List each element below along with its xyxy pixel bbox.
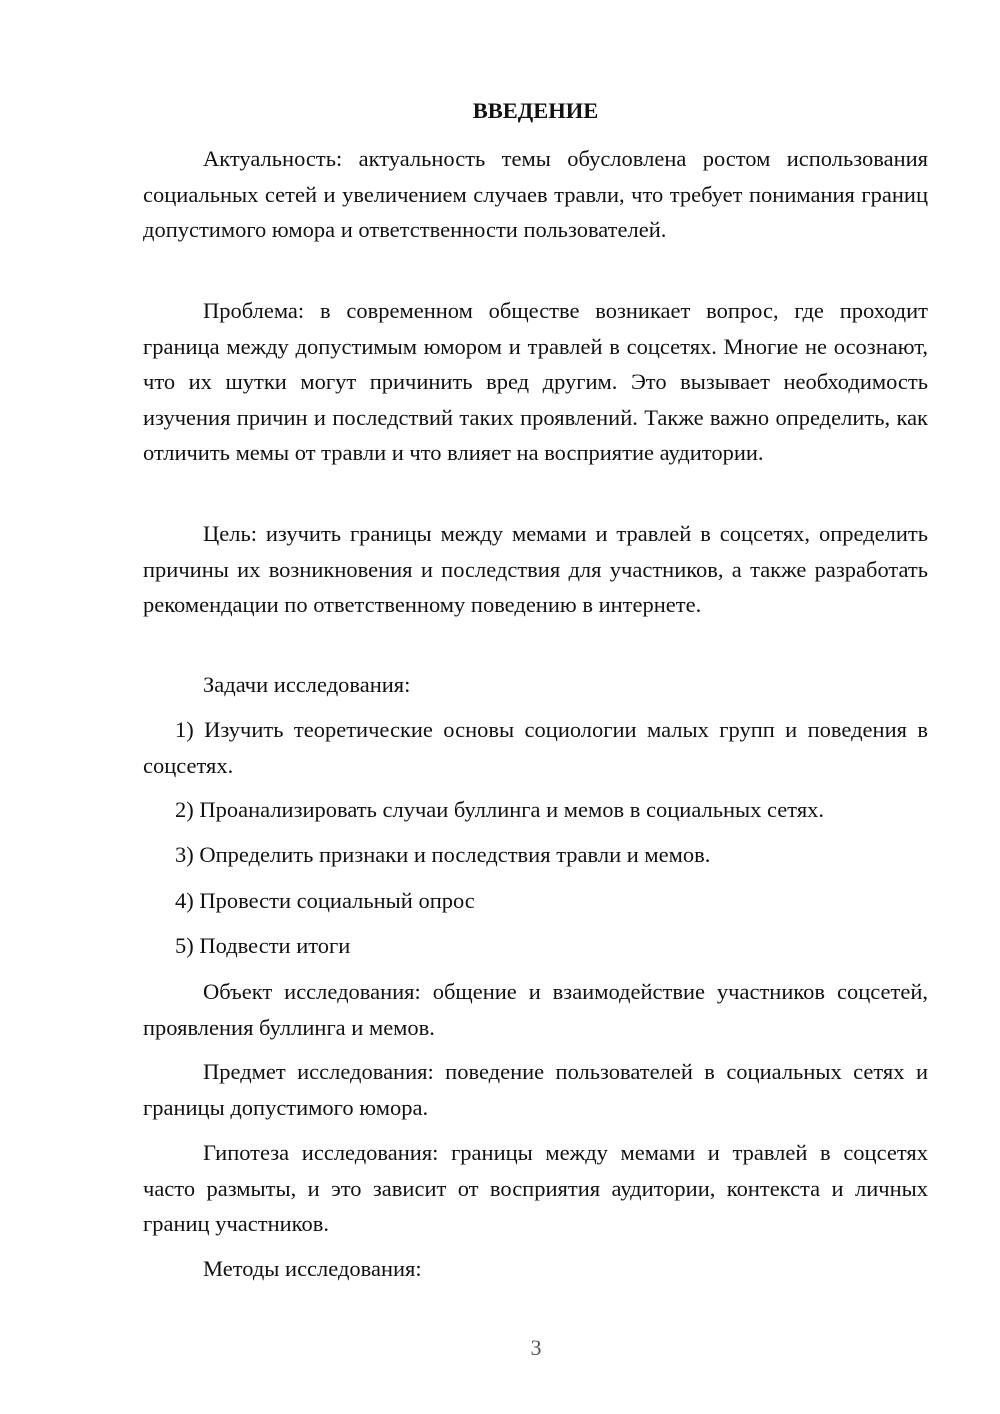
task-item-5: 5) Подвести итоги [175, 933, 351, 958]
task-item-4: 4) Провести социальный опрос [175, 888, 475, 913]
paragraph-problem: Проблема: в современном обществе возникает вопрос, где проходит граница между допустимым юмором и травлей в соцсетях. Многие не осознают, что их шутки могут причинить вред другим. Это вызывает необходимость изучения причин и последствий таких проявлений. Также важно определить, как отличить мемы от травли и что влияет на восприятие аудитории. [143, 298, 928, 465]
paragraph-goal: Цель: изучить границы между мемами и травлей в соцсетях, определить причины их возникновения и последствия для участников, а также разработать рекомендации по ответственному поведению в интернете. [143, 521, 928, 617]
section-heading: ВВЕДЕНИЕ [472, 98, 599, 123]
paragraph-subject: Предмет исследования: поведение пользователей в социальных сетях и границы допустимого юмора. [143, 1059, 928, 1120]
paragraph-hypothesis: Гипотеза исследования: границы между мемами и травлей в соцсетях часто размыты, и это зависит от восприятия аудитории, контекста и личных границ участников. [143, 1140, 928, 1236]
task-item-2: 2) Проанализировать случаи буллинга и мемов в социальных сетях. [175, 797, 825, 822]
task-item-1: 1) Изучить теоретические основы социологии малых групп и поведения в соцсетях. [143, 717, 928, 778]
paragraph-tasks-intro: Задачи исследования: [203, 672, 411, 697]
page-number: 3 [530, 1335, 542, 1360]
paragraph-object: Объект исследования: общение и взаимодействие участников соцсетей, проявления буллинга и мемов. [143, 979, 928, 1040]
task-item-3: 3) Определить признаки и последствия травли и мемов. [175, 842, 711, 867]
paragraph-relevance: Актуальность: актуальность темы обусловлена ростом использования социальных сетей и увеличением случаев травли, что требует понимания границ допустимого юмора и ответственности пользователей. [143, 146, 928, 242]
paragraph-methods-intro: Методы исследования: [203, 1256, 422, 1281]
